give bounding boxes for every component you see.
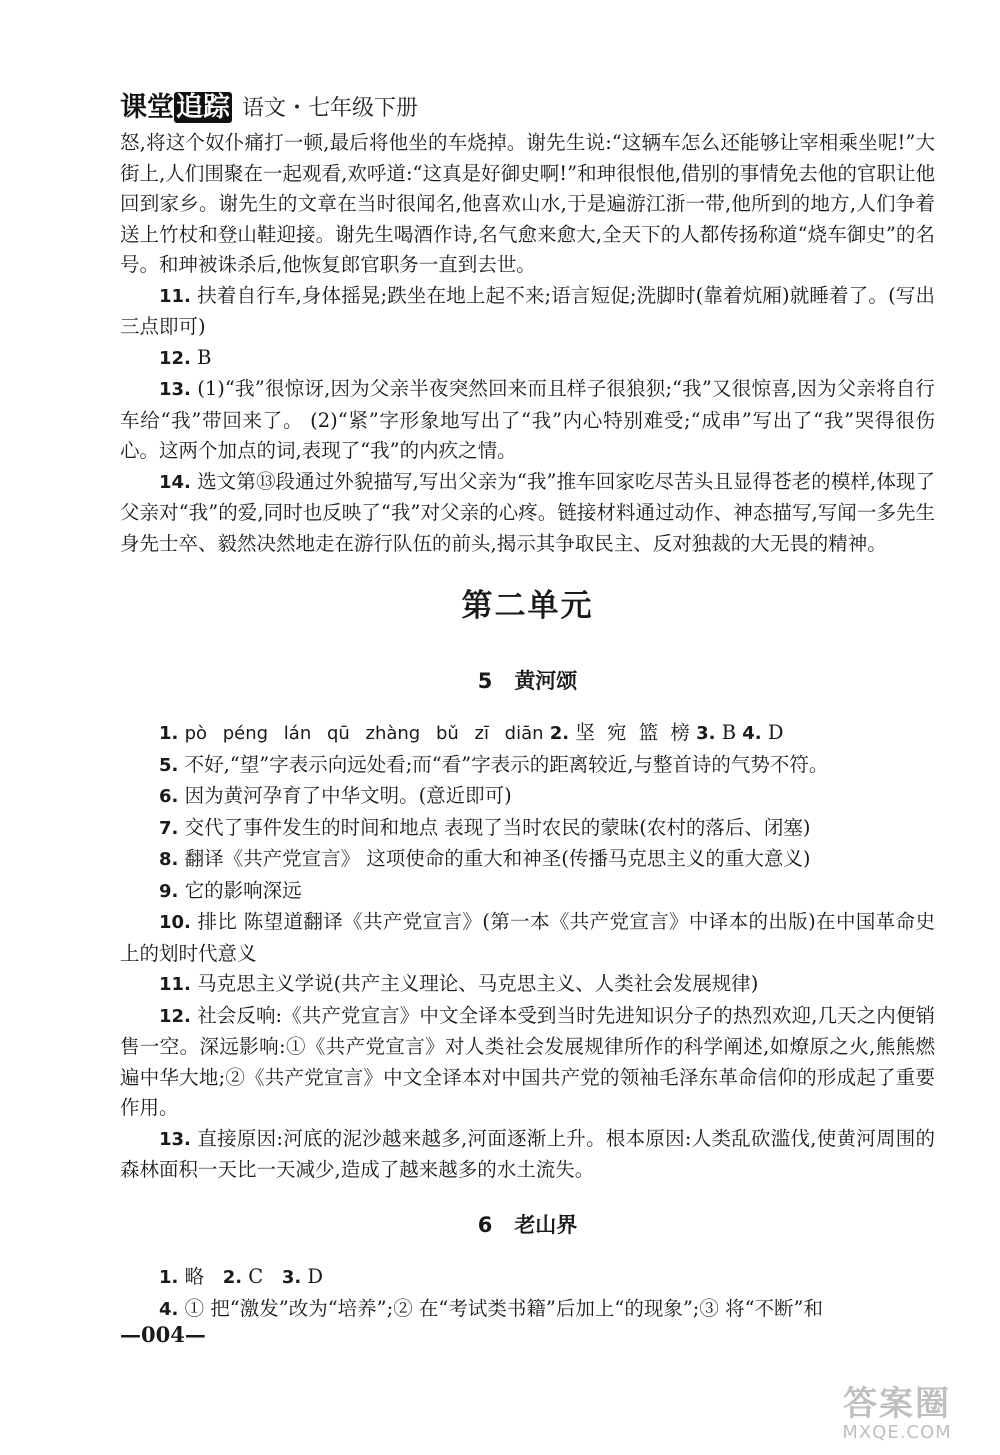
question-number: 1. <box>159 1267 179 1288</box>
book-logo <box>120 85 232 124</box>
answer-text: 社会反响:《共产党宣言》中文全译本受到当时先进知识分子的热烈欢迎,几天之内便销售一空。深远影响:①《共产党宣言》对人类社会发展规律所作的科学阐述,如燎原之火,熊熊燃遍中华大地;②《共产党宣言》中文全译本对中国共产党的领袖毛泽东革命信仰的形成起了重要作用。 <box>120 1003 935 1119</box>
lesson-number: 5 <box>477 668 493 693</box>
page-number: —004— <box>120 1322 206 1347</box>
answer-text: 排比 陈望道翻译《共产党宣言》(第一本《共产党宣言》中译本的出版)在中国革命史上的划时代意义 <box>120 910 935 965</box>
question-number: 2. <box>222 1267 243 1288</box>
question-number: 10. <box>159 912 191 933</box>
lesson6-answer-4 <box>120 1294 935 1326</box>
lesson5-answer-11 <box>120 969 935 1001</box>
pinyin-answer: pò péng lán qū zhàng bǔ zī diān <box>184 723 544 744</box>
question-number: 2. <box>549 723 570 744</box>
watermark-logo: 答案圈 <box>843 1384 951 1424</box>
question-number: 13. <box>159 1128 191 1150</box>
answer-text: 交代了事件发生的时间和地点 表现了当时农民的蒙昧(农村的落后、闭塞) <box>184 815 811 839</box>
question-number: 9. <box>159 880 179 902</box>
question-number: 4. <box>159 1298 179 1320</box>
lesson-5-title <box>120 666 935 697</box>
answer-text: 扶着自行车,身体摇晃;跌坐在地上起不来;语言短促;洗脚时(靠着炕厢)就睡着了。(写出三点即可) <box>120 283 935 338</box>
question-number: 7. <box>159 817 179 839</box>
question-number: 11. <box>159 974 191 995</box>
answer-text: 略 <box>184 1265 205 1288</box>
site-watermark <box>812 1385 982 1445</box>
answer-text: (1)“我”很惊讶,因为父亲半夜突然回来而且样子很狼狈;“我”又很惊喜,因为父亲将自行车给“我”带回来了。 (2)“紧”字形象地写出了“我”内心特别难受;“成串”写出了“我”哭得很伤心。这两个加点的词,表现了“我”的内疚之情。 <box>120 377 935 462</box>
lesson5-answer-9 <box>120 876 935 908</box>
answer-text: D <box>767 721 784 744</box>
lesson5-answer-5 <box>120 750 935 782</box>
answer-text: 选文第⑬段通过外貌描写,写出父亲为“我”推车回家吃尽苦头且显得苍老的模样,体现了父亲对“我”的爱,同时也反映了“我”对父亲的心疼。链接材料通过动作、神态描写,写闻一多先生身先士卒、毅然决然地走在游行队伍的前头,揭示其争取民主、反对独裁的大无畏的精神。 <box>120 469 935 555</box>
question-number: 5. <box>159 754 179 776</box>
logo-part1: 课堂 <box>120 92 174 123</box>
question-number: 4. <box>742 723 762 744</box>
question-number: 14. <box>159 471 191 493</box>
answer-text: 坚 宛 篮 榜 <box>575 721 690 744</box>
question-number: 12. <box>159 1005 191 1027</box>
answer-text: 直接原因:河底的泥沙越来越多,河面逐渐上升。根本原因:人类乱砍滥伐,使黄河周围的森林面积一天比一天减少,造成了越来越多的水土流失。 <box>120 1126 935 1181</box>
answer-text: B <box>197 345 212 369</box>
lesson-6-title <box>120 1210 935 1241</box>
answer-12 <box>120 343 935 375</box>
book-subtitle: 语文・七年级下册 <box>242 96 419 121</box>
answer-text: C <box>248 1265 264 1288</box>
lesson-name: 老山界 <box>514 1211 578 1237</box>
question-number: 3. <box>281 1267 302 1288</box>
lesson5-answer-7 <box>120 813 935 845</box>
watermark-url: MXQE.COM <box>842 1422 952 1443</box>
question-number: 12. <box>159 347 191 369</box>
logo-part2: 追踪 <box>176 92 230 123</box>
question-number: 11. <box>159 285 191 307</box>
question-number: 1. <box>159 723 179 744</box>
answer-text: B <box>721 721 737 744</box>
question-number: 6. <box>159 786 179 807</box>
lesson-name: 黄河颂 <box>514 667 578 693</box>
question-number: 8. <box>159 849 179 870</box>
question-number: 3. <box>696 723 716 744</box>
question-number: 13. <box>159 379 191 400</box>
lesson6-answers-1-3 <box>120 1262 935 1294</box>
answer-text: 马克思主义学说(共产主义理论、马克思主义、人类社会发展规律) <box>197 972 759 995</box>
lesson5-answer-12 <box>120 1001 935 1124</box>
lesson5-answer-13 <box>120 1124 935 1186</box>
page-content <box>120 128 935 1325</box>
answer-text: D <box>307 1265 324 1288</box>
answer-text: 翻译《共产党宣言》 这项使命的重大和神圣(传播马克思主义的重大意义) <box>184 847 811 870</box>
lesson5-answers-1-4 <box>120 718 935 750</box>
answer-11 <box>120 281 935 343</box>
lesson5-answer-8 <box>120 844 935 876</box>
answer-text: ① 把“激发”改为“培养”;② 在“考试类书籍”后加上“的现象”;③ 将“不断”和 <box>184 1296 824 1320</box>
lesson5-answer-6 <box>120 781 935 813</box>
lesson5-answer-10 <box>120 907 935 969</box>
answer-text: 因为黄河孕育了中华文明。(意近即可) <box>184 784 512 807</box>
answer-14 <box>120 467 935 560</box>
answer-text: 它的影响深远 <box>184 878 302 902</box>
continued-paragraph: 怒,将这个奴仆痛打一顿,最后将他坐的车烧掉。谢先生说:“这辆车怎么还能够让宰相乘坐呢!”大街上,人们围聚在一起观看,欢呼道:“这真是好御史啊!”和珅很恨他,借别的事情免去他的官职让他回到家乡。谢先生的文章在当时很闻名,他喜欢山水,于是遍游江浙一带,他所到的地方,人们争着送上竹杖和登山鞋迎接。谢先生喝酒作诗,名气愈来愈大,全天下的人都传扬称道“烧车御史”的名号。和珅被诛杀后,他恢复郎官职务一直到去世。 <box>120 131 935 276</box>
page-header <box>120 84 418 124</box>
answer-13 <box>120 374 935 467</box>
answer-text: 不好,“望”字表示向远处看;而“看”字表示的距离较近,与整首诗的气势不符。 <box>184 752 829 776</box>
lesson-number: 6 <box>477 1212 493 1237</box>
unit-title: 第二单元 <box>461 588 594 624</box>
